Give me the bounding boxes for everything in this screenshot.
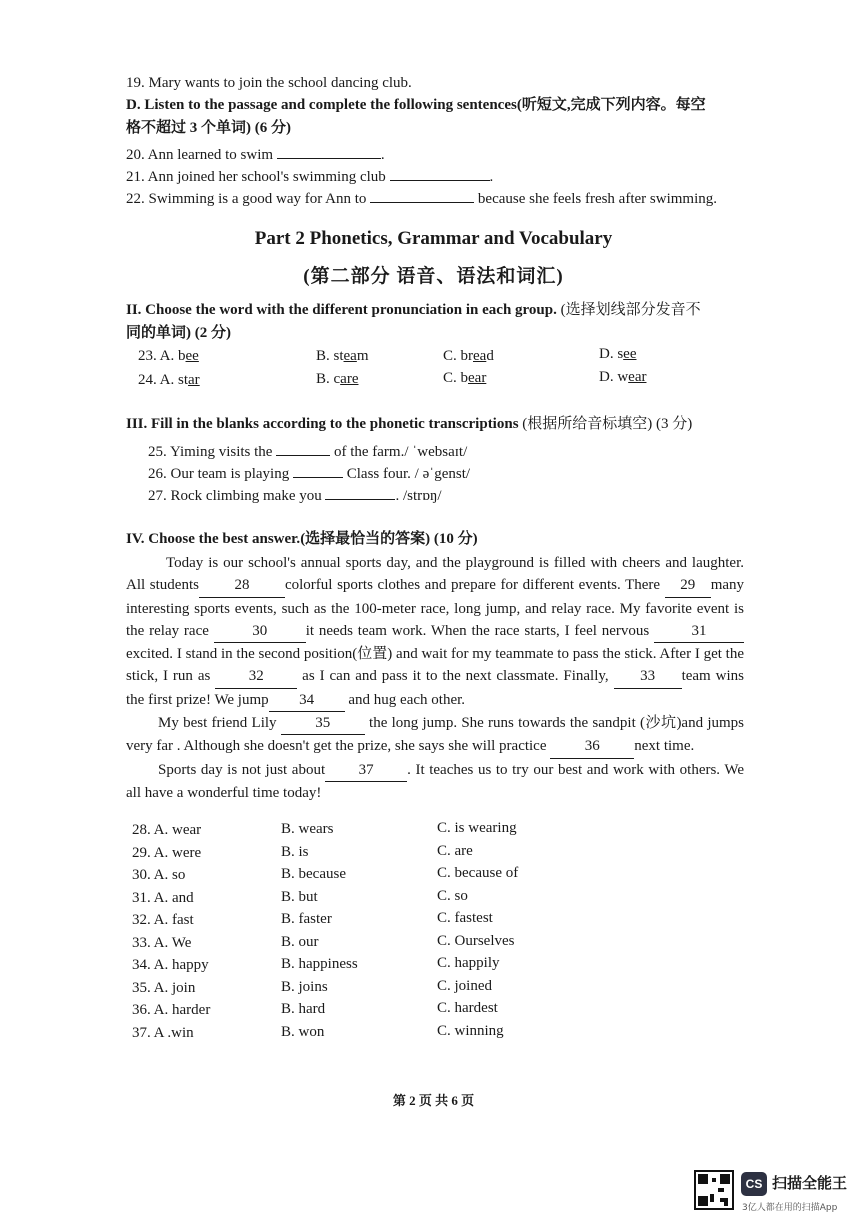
- watermark-app-name: 扫描全能王: [772, 1174, 848, 1192]
- q24-number: 24. A. st: [138, 372, 189, 388]
- p3-text-b: . It teaches us to try our best and work with others. We all have a wonderful time today!: [126, 761, 744, 801]
- answer-blank-21[interactable]: [390, 164, 490, 181]
- q23-c-pre: C. br: [443, 348, 473, 364]
- q23-b-pre: B. st: [316, 348, 344, 364]
- cloze-blank-33[interactable]: 33: [614, 665, 682, 688]
- option-a-30[interactable]: 30. A. so: [132, 867, 186, 883]
- option-c-30[interactable]: C. because of: [437, 865, 519, 881]
- option-b-35[interactable]: B. joins: [281, 979, 328, 995]
- watermark-tagline: 3亿人都在用的扫描App: [742, 1203, 838, 1213]
- cloze-blank-31[interactable]: 31: [654, 620, 744, 643]
- section-iii-heading: [126, 415, 692, 433]
- option-b-37[interactable]: B. won: [281, 1024, 325, 1040]
- option-a-32[interactable]: 32. A. fast: [132, 912, 194, 928]
- question-20-text: 20. Ann learned to swim: [126, 147, 274, 163]
- cloze-blank-30[interactable]: 30: [214, 620, 306, 643]
- cloze-blank-37[interactable]: 37: [325, 759, 407, 782]
- cloze-blank-28[interactable]: 28: [199, 574, 285, 597]
- option-a-28[interactable]: 28. A. wear: [132, 822, 202, 838]
- part-2-subtitle: (第二部分 语音、语法和词汇): [303, 266, 564, 287]
- camscanner-logo-icon: CS: [741, 1172, 767, 1196]
- question-19: 19. Mary wants to join the school dancing club.: [126, 75, 412, 91]
- option-c-34[interactable]: C. happily: [437, 955, 500, 971]
- passage-paragraph-3: [126, 759, 744, 805]
- option-a-34[interactable]: 34. A. happy: [132, 957, 209, 973]
- p3-text-a: Sports day is not just about: [158, 761, 326, 778]
- question-27-b: . /strɒŋ/: [395, 488, 442, 504]
- question-22: [126, 186, 717, 208]
- option-b-33[interactable]: B. our: [281, 934, 319, 950]
- section-d-heading-cn2: 格不超过 3 个单词) (6 分): [126, 120, 291, 136]
- p1-text-e: excited. I stand in the second position(位置) and wait for my teammate to pass the stick. After I get the stick, I run as: [126, 646, 744, 685]
- option-a-33[interactable]: 33. A. We: [132, 935, 192, 951]
- part-2-title: Part 2 Phonetics, Grammar and Vocabulary: [254, 228, 613, 249]
- question-20: [126, 142, 385, 164]
- question-26-b: Class four. / əˈgenst/: [346, 466, 471, 482]
- q24-d-pre: D. w: [599, 369, 629, 385]
- question-25: [148, 439, 467, 461]
- q23-b-post: m: [356, 348, 369, 364]
- question-21-end: .: [489, 169, 494, 185]
- option-a-36[interactable]: 36. A. harder: [132, 1002, 211, 1018]
- q23-option-d[interactable]: [599, 346, 637, 363]
- q24-option-a[interactable]: [138, 372, 200, 389]
- passage-paragraph-1: [126, 552, 744, 712]
- p1-text-d: it needs team work. When the race starts, I feel nervous: [305, 622, 650, 639]
- option-b-30[interactable]: B. because: [281, 866, 346, 882]
- q24-b-underline: are: [340, 371, 359, 387]
- option-b-28[interactable]: B. wears: [281, 821, 334, 837]
- section-iii-heading-en: III. Fill in the blanks according to the phonetic transcriptions: [126, 416, 519, 432]
- answer-blank-27[interactable]: [325, 483, 395, 500]
- question-20-end: .: [380, 147, 385, 163]
- section-iii-heading-cn: (根据所给音标填空) (3 分): [522, 416, 693, 432]
- answer-blank-20[interactable]: [277, 142, 381, 159]
- p1-text-g: team wins the first prize! We jump: [126, 668, 744, 708]
- option-c-32[interactable]: C. fastest: [437, 910, 493, 926]
- option-c-29[interactable]: C. are: [437, 843, 473, 859]
- question-21: [126, 164, 493, 186]
- option-c-35[interactable]: C. joined: [437, 978, 492, 994]
- question-21-text: 21. Ann joined her school's swimming club: [126, 169, 386, 185]
- option-c-31[interactable]: C. so: [437, 888, 468, 904]
- q24-d-underline: ear: [628, 369, 647, 385]
- question-26: [148, 461, 470, 483]
- cloze-passage: [126, 552, 744, 804]
- section-d-heading-cn: (听短文,完成下列内容。每空: [516, 97, 706, 113]
- section-ii-heading-cn: (选择划线部分发音不: [560, 302, 701, 318]
- p1-text-h: and hug each other.: [348, 691, 466, 708]
- q23-option-a[interactable]: [138, 348, 199, 365]
- cloze-blank-34[interactable]: 34: [269, 689, 345, 712]
- option-b-29[interactable]: B. is: [281, 844, 309, 860]
- option-a-31[interactable]: 31. A. and: [132, 890, 194, 906]
- q24-c-pre: C. b: [443, 370, 469, 386]
- section-ii-heading: [126, 301, 701, 319]
- qr-code-icon: [694, 1170, 734, 1210]
- section-iv-heading: [126, 530, 478, 548]
- q23-c-underline: ea: [473, 348, 487, 364]
- q23-option-c[interactable]: [443, 348, 494, 365]
- option-a-35[interactable]: 35. A. join: [132, 980, 196, 996]
- option-a-37[interactable]: 37. A .win: [132, 1025, 194, 1041]
- q24-option-b[interactable]: [316, 371, 358, 388]
- p2-text-a: My best friend Lily: [158, 715, 277, 732]
- question-27-a: 27. Rock climbing make you: [148, 488, 322, 504]
- q24-a-underline: ar: [188, 372, 200, 388]
- q23-number: 23. A. b: [138, 348, 186, 364]
- q24-c-underline: ear: [468, 370, 487, 386]
- q24-b-pre: B. c: [316, 371, 341, 387]
- option-b-34[interactable]: B. happiness: [281, 956, 358, 972]
- section-iv-heading-en: IV. Choose the best answer.: [126, 531, 301, 547]
- question-25-a: 25. Yiming visits the: [148, 444, 273, 460]
- cloze-blank-32[interactable]: 32: [215, 665, 297, 688]
- q24-option-d[interactable]: [599, 369, 646, 386]
- answer-blank-22[interactable]: [370, 186, 474, 203]
- passage-paragraph-2: [126, 712, 744, 759]
- page-number: 第 2 页 共 6 页: [392, 1093, 475, 1108]
- option-b-32[interactable]: B. faster: [281, 911, 332, 927]
- cloze-blank-29[interactable]: 29: [665, 574, 711, 597]
- p1-text-c: many interesting sports events, such as the 100-meter race, long jump, and relay race. My favorite event is the relay race: [126, 577, 745, 639]
- p1-text-a: Today is our school's annual sports day, and the playground is filled with cheers and laughter. All students: [126, 555, 744, 594]
- option-c-28[interactable]: C. is wearing: [437, 820, 517, 836]
- option-c-33[interactable]: C. Ourselves: [437, 933, 515, 949]
- question-25-b: of the farm./ ˈwebsaɪt/: [333, 444, 468, 460]
- option-c-37[interactable]: C. winning: [437, 1023, 504, 1039]
- p1-text-b: colorful sports clothes and prepare for different events. There: [284, 577, 661, 594]
- question-27: [148, 483, 442, 505]
- p1-text-f: as I can and pass it to the next classmate. Finally,: [302, 668, 609, 685]
- cloze-blank-36[interactable]: 36: [550, 735, 634, 758]
- section-ii-heading-cn2: 同的单词) (2 分): [126, 325, 231, 341]
- p2-text-c: next time.: [634, 738, 695, 755]
- section-d-heading-en: D. Listen to the passage and complete the following sentences: [126, 97, 517, 113]
- cloze-blank-35[interactable]: 35: [281, 712, 365, 735]
- section-iv-heading-cn: (选择最恰当的答案) (10 分): [300, 531, 478, 547]
- answer-blank-26[interactable]: [293, 461, 343, 478]
- q23-b-underline: ea: [343, 348, 357, 364]
- section-d-heading: [126, 96, 706, 114]
- q23-option-b[interactable]: [316, 348, 369, 365]
- option-b-31[interactable]: B. but: [281, 889, 318, 905]
- q23-c-post: d: [486, 348, 494, 364]
- option-a-29[interactable]: 29. A. were: [132, 845, 202, 861]
- question-22-end: because she feels fresh after swimming.: [477, 191, 717, 207]
- answer-blank-25[interactable]: [276, 439, 330, 456]
- q23-d-underline: ee: [623, 346, 637, 362]
- q23-d-pre: D. s: [599, 346, 624, 362]
- option-b-36[interactable]: B. hard: [281, 1001, 326, 1017]
- question-26-a: 26. Our team is playing: [148, 466, 290, 482]
- question-22-text: 22. Swimming is a good way for Ann to: [126, 191, 367, 207]
- q23-a-underline: ee: [185, 348, 199, 364]
- option-c-36[interactable]: C. hardest: [437, 1000, 498, 1016]
- p2-text-b: the long jump. She runs towards the sandpit (沙坑)and jumps very far . Although she doesn't get the prize, she says she will practice: [126, 715, 745, 755]
- q24-option-c[interactable]: [443, 370, 486, 387]
- section-ii-heading-en: II. Choose the word with the different pronunciation in each group.: [126, 302, 557, 318]
